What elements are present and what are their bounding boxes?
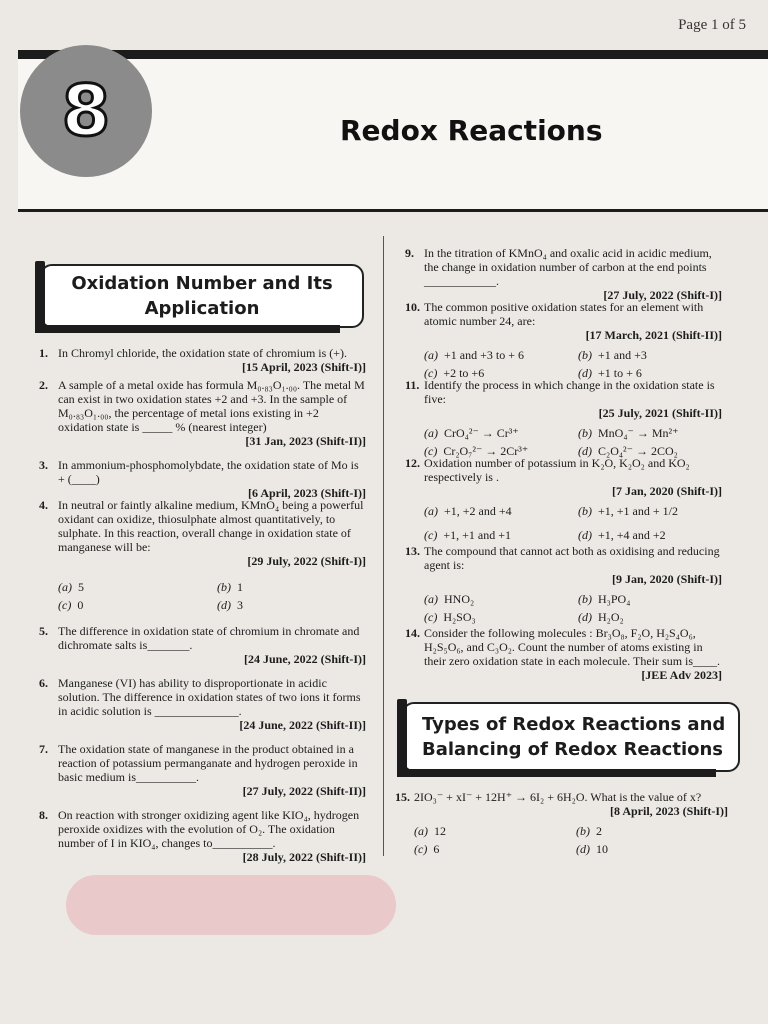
option-text: H₂O₂ (598, 610, 624, 624)
question-source: [24 June, 2022 (Shift-II)] (239, 718, 366, 732)
option-text: CrO₄²⁻ → Cr³⁺ (444, 426, 519, 440)
question-text: In the titration of KMnO₄ and oxalic acid in acidic medium, the change in oxidation number of carbon at the end points ____________. (424, 246, 712, 288)
question-number: 3. (39, 458, 48, 472)
option (217, 580, 366, 594)
question-text: Manganese (VI) has ability to disproportionate in acidic solution. The difference in oxidation states of two ions it forms in acidic solution is ______________. (58, 676, 361, 718)
section-heading-line: Balancing of Redox Reactions (422, 739, 724, 760)
question-13 (405, 544, 722, 624)
option-text: +1, +1 and +1 (443, 528, 511, 542)
option-letter: (b) (578, 348, 592, 362)
question-10 (405, 300, 722, 380)
option-text: H₂SO₃ (443, 610, 476, 624)
question-number: 5. (39, 624, 48, 638)
option-letter: (a) (424, 592, 438, 606)
option-letter: (b) (578, 592, 592, 606)
option-text: 2 (596, 824, 602, 838)
question-9 (405, 246, 722, 302)
question-number: 15. (395, 790, 410, 804)
section-heading-oxidation-number (40, 264, 364, 328)
question-source: [8 April, 2023 (Shift-I)] (610, 804, 728, 818)
option (424, 504, 568, 518)
question-text: In Chromyl chloride, the oxidation state of chromium is (+). (58, 346, 348, 360)
question-source: [31 Jan, 2023 (Shift-II)] (245, 434, 366, 448)
question-number: 8. (39, 808, 48, 822)
option-letter: (a) (424, 426, 438, 440)
chapter-title: Redox Reactions (340, 114, 603, 147)
question-15 (395, 790, 728, 856)
option-letter: (a) (424, 348, 438, 362)
question-text: A sample of a metal oxide has formula M₀.₈₃O₁.₀₀. The metal M can exist in two oxidation states +2 and +3. In the sample of M₀.₈₃O₁.₀₀, the percentage of metal ions existing in +2 oxidation state is _____ % (nearest integer) (58, 378, 365, 434)
option-letter: (d) (578, 610, 592, 624)
section-heading-line: Application (144, 298, 260, 319)
question-text: In ammonium-phosphomolybdate, the oxidation state of Mo is + (____) (58, 458, 359, 486)
option-letter: (c) (424, 528, 438, 542)
question-text: The common positive oxidation states for an element with atomic number 24, are: (424, 300, 704, 328)
question-14 (405, 626, 722, 682)
option-text: +2 to +6 (443, 366, 485, 380)
option-text: +1, +4 and +2 (598, 528, 666, 542)
option (424, 610, 568, 624)
option (424, 426, 568, 440)
option (578, 504, 722, 518)
question-number: 10. (405, 300, 420, 314)
question-1 (39, 346, 366, 374)
option (578, 528, 722, 542)
option (217, 598, 366, 612)
option-letter: (d) (576, 842, 590, 856)
option (578, 348, 722, 362)
option (414, 842, 566, 856)
option (576, 842, 728, 856)
option-letter: (c) (424, 444, 438, 458)
section-heading-line: Oxidation Number and Its (71, 272, 333, 294)
section-heading-types-of-redox (402, 702, 740, 772)
question-source: [27 July, 2022 (Shift-I)] (603, 288, 722, 302)
question-8 (39, 808, 366, 864)
question-source: [24 June, 2022 (Shift-I)] (244, 652, 366, 666)
question-source: [27 July, 2022 (Shift-II)] (242, 784, 366, 798)
option-text: C₂O₄²⁻ → 2CO₂ (598, 444, 678, 458)
option (414, 824, 566, 838)
option-letter: (c) (424, 366, 438, 380)
option-text: MnO₄⁻ → Mn²⁺ (598, 426, 679, 440)
option-letter: (c) (424, 610, 438, 624)
option-text: +1 and +3 (598, 348, 647, 362)
option-letter: (d) (217, 598, 231, 612)
option-letter: (b) (217, 580, 231, 594)
option-text: +1 to + 6 (598, 366, 642, 380)
question-text: Consider the following molecules : Br₃O₈, F₂O, H₂S₄O₆, H₂S₅O₆, and C₃O₂. Count the number of atoms existing in their zero oxidation state in each molecule. Their sum is____. (424, 626, 721, 668)
option-letter: (a) (424, 504, 438, 518)
option-letter: (d) (578, 444, 592, 458)
question-source: [9 Jan, 2020 (Shift-I)] (612, 572, 722, 586)
option (58, 598, 207, 612)
question-source: [28 July, 2022 (Shift-II)] (242, 850, 366, 864)
option-text: Cr₂O₇²⁻ → 2Cr³⁺ (443, 444, 529, 458)
options-grid (424, 504, 722, 542)
question-source: [7 Jan, 2020 (Shift-I)] (612, 484, 722, 498)
option-letter: (c) (58, 598, 72, 612)
section-heading-line: Types of Redox Reactions and (422, 713, 726, 735)
option-text: 12 (434, 824, 446, 838)
question-number: 9. (405, 246, 414, 260)
question-number: 6. (39, 676, 48, 690)
option-text: 0 (77, 598, 84, 612)
question-number: 7. (39, 742, 48, 756)
question-number: 1. (39, 346, 48, 360)
option (58, 580, 207, 594)
option (424, 528, 568, 542)
option-text: +1 and +3 to + 6 (444, 348, 524, 362)
option-text: +1, +1 and + 1/2 (598, 504, 678, 518)
options-grid (58, 580, 366, 612)
question-6 (39, 676, 366, 732)
question-4 (39, 498, 366, 612)
option-text: 6 (433, 842, 440, 856)
question-5 (39, 624, 366, 666)
options-grid (424, 426, 722, 458)
question-text: In neutral or faintly alkaline medium, KMnO₄ being a powerful oxidant can oxidize, thiosulphate almost quantitatively, to sulphate. In this reaction, overall change in oxidation state of manganese will be: (58, 498, 364, 554)
question-11 (405, 378, 722, 458)
option-text: 5 (78, 580, 84, 594)
question-number: 14. (405, 626, 420, 640)
question-number: 11. (405, 378, 420, 392)
question-source: [17 March, 2021 (Shift-II)] (585, 328, 722, 342)
question-source: [JEE Adv 2023] (641, 668, 722, 682)
option-text: 1 (237, 580, 243, 594)
question-text: The oxidation state of manganese in the product obtained in a reaction of potassium permanganate and hydrogen peroxide in basic medium is__________. (58, 742, 358, 784)
option (578, 610, 722, 624)
option-text: 10 (596, 842, 608, 856)
column-divider (383, 236, 384, 856)
question-source: [25 July, 2021 (Shift-II)] (598, 406, 722, 420)
option (578, 592, 722, 606)
question-12 (405, 456, 722, 542)
option (576, 824, 728, 838)
chapter-number-badge (20, 45, 152, 177)
chapter-number: 8 (61, 70, 111, 152)
question-2 (39, 378, 366, 448)
question-number: 12. (405, 456, 420, 470)
question-number: 4. (39, 498, 48, 512)
highlight-smudge (66, 875, 396, 935)
question-text: The compound that cannot act both as oxidising and reducing agent is: (424, 544, 720, 572)
option-letter: (a) (414, 824, 428, 838)
option-text: 3 (237, 598, 243, 612)
option-text: HNO₂ (444, 592, 475, 606)
question-3 (39, 458, 366, 500)
option-letter: (d) (578, 528, 592, 542)
option-letter: (b) (578, 426, 592, 440)
question-text: Identify the process in which change in the oxidation state is five: (424, 378, 715, 406)
question-number: 13. (405, 544, 420, 558)
option (424, 592, 568, 606)
options-grid (424, 348, 722, 380)
question-source: [6 April, 2023 (Shift-I)] (248, 486, 366, 500)
option (424, 348, 568, 362)
option-text: +1, +2 and +4 (444, 504, 512, 518)
option (578, 426, 722, 440)
page-indicator: Page 1 of 5 (678, 17, 746, 33)
question-7 (39, 742, 366, 798)
question-text: The difference in oxidation state of chromium in chromate and dichromate salts is_______. (58, 624, 360, 652)
option-letter: (b) (578, 504, 592, 518)
option-letter: (c) (414, 842, 428, 856)
question-text: Oxidation number of potassium in K₂O, K₂O₂ and KO₂ respectively is . (424, 456, 690, 484)
options-grid (424, 592, 722, 624)
question-source: [29 July, 2022 (Shift-I)] (247, 554, 366, 568)
question-source: [15 April, 2023 (Shift-I)] (242, 360, 366, 374)
option-letter: (b) (576, 824, 590, 838)
options-grid (414, 824, 728, 856)
option-letter: (a) (58, 580, 72, 594)
question-text: On reaction with stronger oxidizing agent like KIO₄, hydrogen peroxide oxidizes with the evolution of O₂. The oxidation number of I in KIO₄, changes to__________. (58, 808, 360, 850)
question-text: 2IO₃⁻ + xI⁻ + 12H⁺ → 6I₂ + 6H₂O. What is the value of x? (414, 790, 702, 804)
question-number: 2. (39, 378, 48, 392)
option-text: H₃PO₄ (598, 592, 631, 606)
option-letter: (d) (578, 366, 592, 380)
